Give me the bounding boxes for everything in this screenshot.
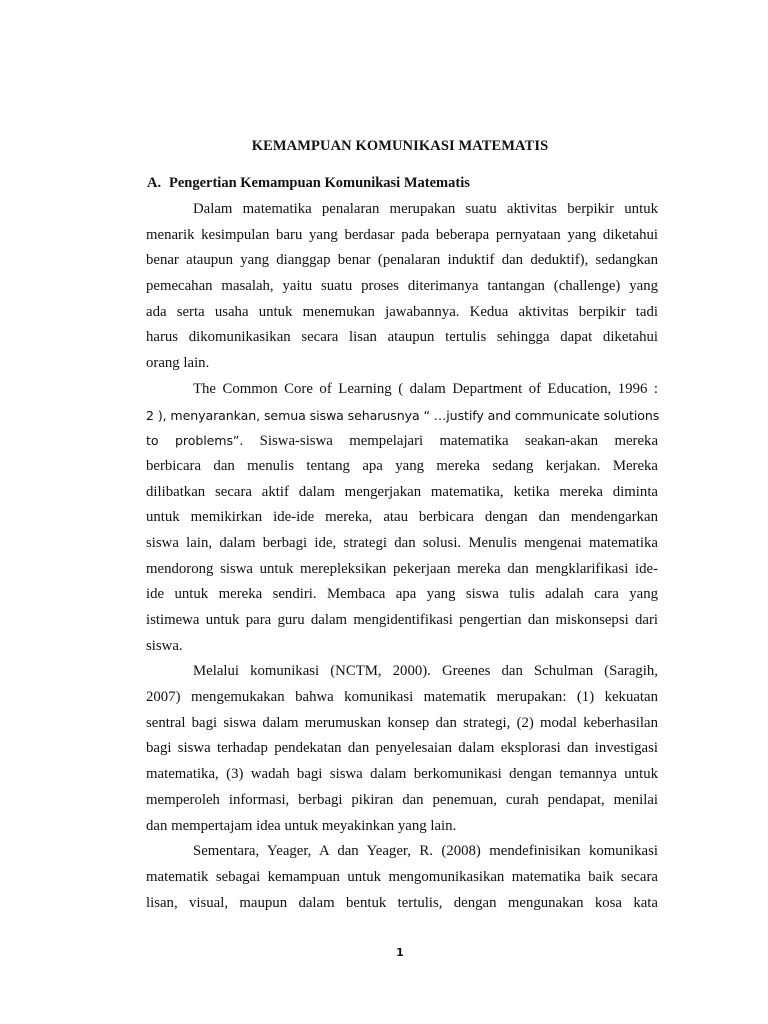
text-line: ada serta usaha untuk menemukan jawabannya. Kedua aktivitas berpikir tadi [146,303,658,320]
text-line: sentral bagi siswa dalam merumuskan konsep dan strategi, (2) modal keberhasilan [146,714,658,731]
text-line: siswa lain, dalam berbagi ide, strategi dan solusi. Menulis mengenai matematika [146,534,658,551]
text-line: lisan, visual, maupun dalam bentuk tertulis, dengan mengunakan kosa kata [146,894,658,911]
text-line: orang lain. [146,355,210,372]
section-heading-text: Pengertian Kemampuan Komunikasi Matematis [169,175,470,191]
text-line-mixed [146,428,658,454]
text-line: The Common Core of Learning ( dalam Department of Education, 1996 : [193,380,658,397]
text-line: pemecahan masalah, yaitu suatu proses diterimanya tantangan (challenge) yang [146,278,658,295]
text-line: menarik kesimpulan baru yang berdasar pada beberapa pernyataan yang diketahui [146,226,658,243]
text-line: dilibatkan secara aktif dalam mengerjakan matematika, ketika mereka diminta [146,483,658,500]
quote-end: to problems”. [146,433,244,449]
text-line: bagi siswa terhadap pendekatan dan penyelesaian dalam eksplorasi dan investigasi [146,740,658,757]
text-line: Melalui komunikasi (NCTM, 2000). Greenes dan Schulman (Saragih, [193,663,658,680]
text-line: untuk memikirkan ide-ide mereka, atau berbicara dengan dan mendengarkan [146,509,658,526]
text-line: matematik sebagai kemampuan untuk mengomunikasikan matematika baik secara [146,868,658,885]
document-title: KEMAMPUAN KOMUNIKASI MATEMATIS [251,138,549,154]
text-line: matematika, (3) wadah bagi siswa dalam berkomunikasi dengan temannya untuk [146,766,658,783]
text-line: siswa. [146,637,183,654]
text-line: dan mempertajam idea untuk meyakinkan yang lain. [146,817,457,834]
text-line: berbicara dan menulis tentang apa yang mereka sedang kerjakan. Mereka [146,457,658,474]
page-number: 1 [396,946,404,959]
text-line: Sementara, Yeager, A dan Yeager, R. (2008) mendefinisikan komunikasi [193,843,658,860]
text-line: memperoleh informasi, berbagi pikiran dan penemuan, curah pendapat, menilai [146,791,658,808]
text-line-sans: 2 ), menyarankan, semua siswa seharusnya “ …justify and communicate solutions [146,407,660,423]
text-line: mendorong siswa untuk merepleksikan pekerjaan mereka dan mengklarifikasi ide- [146,560,658,577]
body-text [146,197,658,916]
text-line: benar ataupun yang dianggap benar (penalaran induktif dan deduktif), sedangkan [146,252,658,269]
text-line: 2007) mengemukakan bahwa komunikasi matematik merupakan: (1) kekuatan [146,689,658,706]
section-heading [147,175,470,192]
text-line: Dalam matematika penalaran merupakan suatu aktivitas berpikir untuk [193,201,658,217]
quote-continuation: Siswa-siswa mempelajari matematika seakan-akan mereka [259,433,659,450]
text-line: ide untuk mereka sendiri. Membaca apa yang siswa tulis adalah cara yang [146,586,658,603]
section-number: A. [147,175,162,191]
text-line: istimewa untuk para guru dalam mengidentifikasi pengertian dan miskonsepsi dari [146,612,658,628]
text-line: harus dikomunikasikan secara lisan ataupun tertulis sehingga dapat diketahui [146,329,658,346]
